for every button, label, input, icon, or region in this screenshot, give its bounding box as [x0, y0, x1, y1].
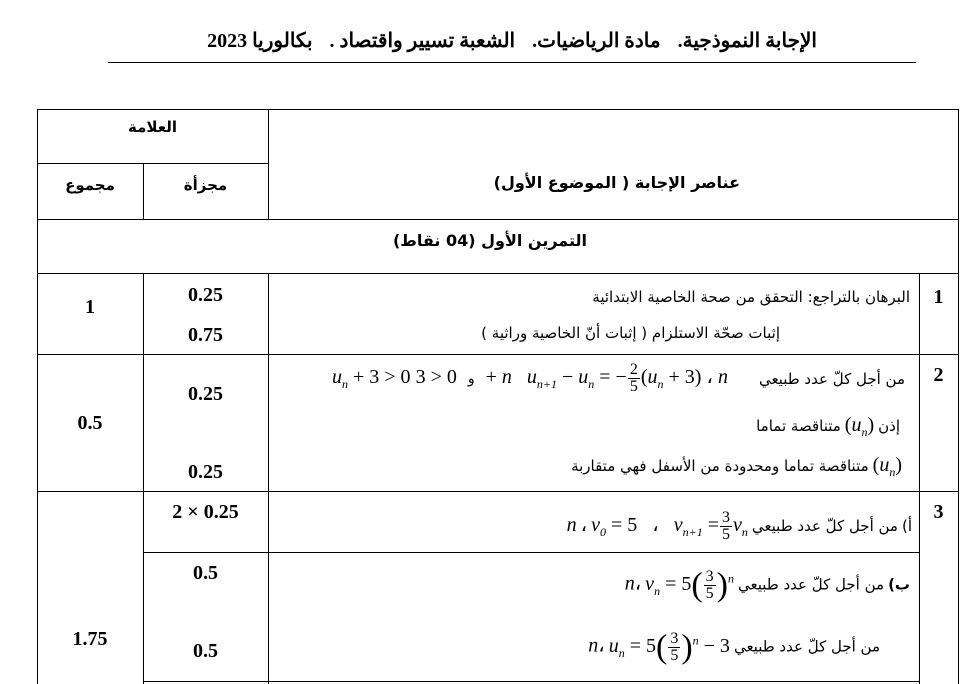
q2-line1-text: من أجل كلّ عدد طبيعي	[758, 370, 905, 388]
q2-partial-2: 0.25	[188, 461, 223, 483]
q3-total: 1.75	[72, 628, 108, 650]
q3-part-c: من أجل كلّ عدد طبيعي n، $u_n = 5$( $\frac{3}{5}$ )$^n$ − 3	[588, 628, 880, 665]
q2-line1-math: $u_n + 3 > 0$ و 0 < 3 + n $u_{n+1} - u_n$ = − $\frac{2}{5}$ $(u_n + 3)$ ، n	[332, 361, 728, 395]
question-number-1: 1	[933, 286, 944, 308]
q3-a-math: $v_0 = 5$ ، $v_{n+1}$ = $\frac{3}{5}$ $v_n$	[591, 509, 748, 543]
page-header	[108, 28, 916, 53]
exercise-title: التمرين الأول (04 نقاط)	[392, 231, 588, 250]
content-number-divider	[919, 273, 920, 684]
header-divider	[108, 62, 916, 63]
q1-partial-1: 0.25	[188, 284, 223, 306]
row2-divider	[37, 491, 959, 492]
q3-part-b: ب) من أجل كلّ عدد طبيعي n، $v_n = 5$( $\frac{3}{5}$ )$^n$	[624, 566, 910, 603]
q2-line2-pre: إذن	[878, 417, 900, 435]
grade-subheader-divider	[37, 163, 268, 164]
q3-b-text: من أجل كلّ عدد طبيعي	[738, 575, 885, 594]
q1-total: 1	[85, 296, 95, 318]
answers-header: عناصر الإجابة ( الموضوع الأول)	[493, 173, 740, 192]
q2-partial-1: 0.25	[188, 383, 223, 405]
header-exam: بكالوريا 2023	[207, 30, 313, 52]
q3-b-label: ب)	[888, 575, 910, 594]
q3-c-math: $u_n = 5$( $\frac{3}{5}$ )$^n$ − 3	[608, 628, 730, 665]
question-number-2: 2	[933, 364, 944, 386]
q2-line2-post: متناقصة تماما	[756, 417, 841, 435]
table-border-right	[958, 109, 959, 684]
row3-bottom-partial	[143, 681, 919, 682]
q3-partial-b: 0.5	[193, 562, 218, 584]
total-header: مجموع	[65, 176, 115, 194]
q3-part-a: أ) من أجل كلّ عدد طبيعي n ، $v_0 = 5$ ، $v_{n+1}$ = $\frac{3}{5}$ $v_n$	[566, 509, 912, 543]
header-row-divider	[37, 219, 959, 220]
q1-partial-2: 0.75	[188, 324, 223, 346]
q3-partial-a: 2 × 0.25	[172, 501, 239, 523]
q3-partial-c: 0.5	[193, 640, 218, 662]
q2-line2: إذن $(u_n)$ متناقصة تماما	[756, 414, 900, 439]
table-border-left	[37, 109, 38, 684]
row1-divider	[37, 354, 959, 355]
q3-b-math: $v_n = 5$( $\frac{3}{5}$ )$^n$	[645, 566, 734, 603]
q3-a-label: أ)	[901, 517, 912, 536]
header-model-answer: الإجابة النموذجية.	[677, 30, 817, 52]
q3-a-text: من أجل كلّ عدد طبيعي	[751, 517, 898, 536]
q2-and: و	[467, 371, 475, 388]
q1-line2: إثبات صحّة الاستلزام ( إثبات أنّ الخاصية وراثية )	[481, 324, 780, 342]
row3a-divider	[143, 552, 919, 553]
header-subject: مادة الرياضيات.	[532, 30, 661, 52]
q3-c-text: من أجل كلّ عدد طبيعي	[733, 637, 880, 656]
q2-total: 0.5	[77, 412, 103, 434]
question-number-3: 3	[933, 501, 944, 523]
grade-header: العلامة	[127, 118, 177, 136]
table-border-top	[37, 109, 959, 110]
exercise-title-divider	[37, 273, 959, 274]
partial-header: مجزأة	[183, 176, 228, 194]
header-stream: الشعبة تسيير واقتصاد .	[329, 30, 516, 52]
header-col-divider	[268, 109, 269, 219]
q2-line3: $(u_n)$ متناقصة تماما ومحدودة من الأسفل فهي متقاربة	[571, 454, 902, 479]
partial-content-divider	[268, 273, 269, 684]
q2-line3-post: متناقصة تماما ومحدودة من الأسفل فهي متقاربة	[571, 457, 869, 475]
q1-line1: البرهان بالتراجع: التحقق من صحة الخاصية الابتدائية	[592, 288, 910, 306]
